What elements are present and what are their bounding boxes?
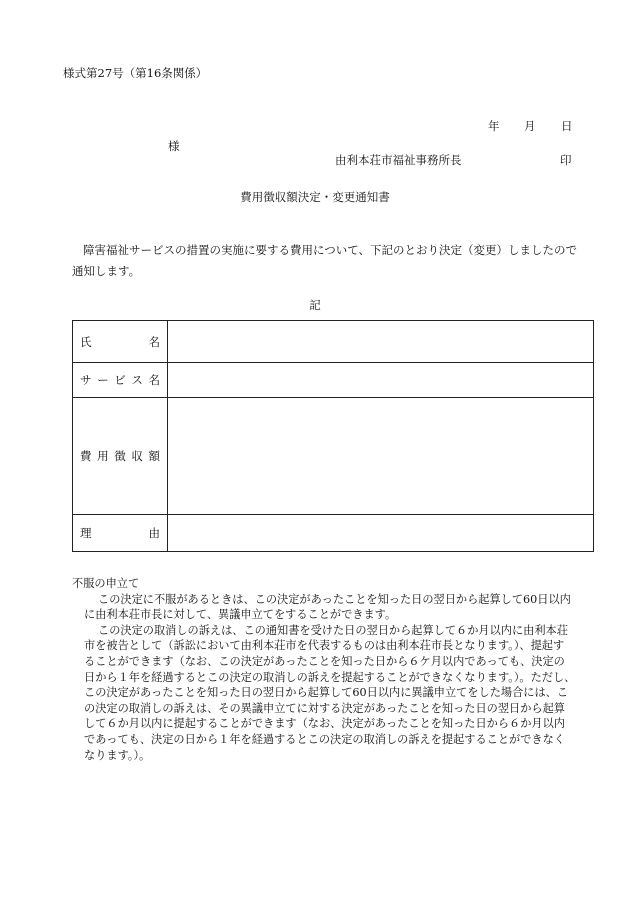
appeal-p2-line: 市を被告として（訴訟において由利本荘市を代表するものは由利本荘市長となります。）、提起す [84,639,565,653]
fields-table [72,320,594,552]
appeal-p2-line: の決定の取消しの訴えは、その異議申立てに対する決定があったことを知った日の翌日から起算 [84,701,565,715]
table-row-reason [73,515,594,552]
table-row-service [73,363,594,398]
date-year-label: 年 [488,119,500,133]
appeal-p2-line: して６か月以内に提起することができます（なお、決定があったことを知った日から６か月以内 [84,717,565,731]
appeal-p2-line: ることができます（なお、この決定があったことを知った日から６ケ月以内であっても、決定の [84,654,565,668]
label-char: 徴 [114,449,126,463]
date-day-label: 日 [561,119,573,133]
value-fee[interactable] [168,398,594,515]
appeal-section [72,576,602,763]
issuer-name: 由利本荘市福祉事務所長 [335,153,462,167]
form-number: 様式第27号（第16条関係） [63,66,208,80]
label-char: ス [131,373,143,387]
date-month-label: 月 [524,119,536,133]
label-char: 名 [148,334,160,349]
label-reason [73,515,168,552]
appeal-heading: 不服の申立て [72,577,140,590]
label-char: ビ [114,373,126,387]
label-char: 費 [80,449,92,463]
seal-mark: 印 [560,153,572,167]
label-char: 額 [148,449,160,463]
intro-line-2: 通知します。 [72,264,141,278]
label-service [73,363,168,398]
appeal-p2-line: 日から１年を経過するとこの決定の取消しの訴えを提起することができなくなります。）。ただし、 [84,670,576,684]
label-char: サ [80,373,92,387]
appeal-paragraph-1 [72,592,602,623]
appeal-p2-line: であっても、決定の日から１年を経過するとこの決定の取消しの訴えを提起することができなく [84,732,565,746]
ki-heading: 記 [309,298,321,312]
appeal-p2-line: この決定の取消しの訴えは、この通知書を受けた日の翌日から起算して６か月以内に由利本荘 [98,623,568,637]
table-row-fee [73,398,594,515]
appeal-p2-line: なります。）。 [84,748,151,762]
document-title: 費用徴収額決定・変更通知書 [240,190,390,204]
appeal-p1-line: この決定に不服があるときは、この決定があったことを知った日の翌日から起算して60日以内 [98,592,571,606]
value-name[interactable] [168,321,594,363]
addressee-suffix: 様 [168,139,180,153]
value-reason[interactable] [168,515,594,552]
label-char: 名 [148,373,160,387]
label-char: 用 [97,449,109,463]
appeal-paragraph-2 [72,623,602,763]
label-char: 収 [131,449,143,463]
label-name [73,321,168,363]
value-service[interactable] [168,363,594,398]
label-fee [73,398,168,515]
appeal-p1-line: に由利本荘市長に対して、異議申立てをすることができます。 [84,608,397,622]
appeal-p2-line: この決定があったことを知った日の翌日から起算して60日以内に異議申立てをした場合には、こ [84,686,569,700]
table-row-name [73,321,594,363]
label-char: 由 [148,526,160,540]
label-char: 理 [80,526,92,540]
intro-line-1: 障害福祉サービスの措置の実施に要する費用について、下記のとおり決定（変更）しましたので [83,243,578,257]
intro-text [72,240,602,282]
label-char: ー [97,373,109,387]
label-char: 氏 [80,334,92,349]
